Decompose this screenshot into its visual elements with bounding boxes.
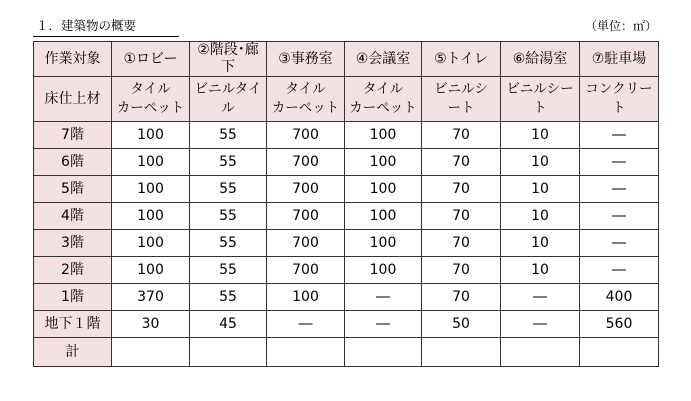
table-row [34,257,659,284]
table-cell: 10 [501,230,580,257]
table-cell: 55 [190,284,267,311]
table-cell: 10 [501,203,580,230]
row-label: 7階 [34,122,112,149]
table-row [34,311,659,338]
table-cell: ― [580,176,659,203]
table-cell: ― [580,122,659,149]
table-cell: 100 [345,149,422,176]
table-cell: ― [345,311,422,338]
corner-material-label: 床仕上材 [34,77,112,122]
table-cell: 10 [501,257,580,284]
table-cell: ― [501,284,580,311]
table-cell: 100 [112,122,190,149]
column-header-6: ⑥給湯室 [501,42,580,77]
table-cell: ― [580,230,659,257]
table-cell: 55 [190,257,267,284]
table-cell: 700 [267,122,345,149]
table-row [34,230,659,257]
table-cell: 700 [267,230,345,257]
table-row [34,338,659,367]
table-cell: 70 [422,230,501,257]
table-cell: 700 [267,203,345,230]
title-underline [33,36,179,37]
table-row [34,203,659,230]
section-title: １．建築物の概要 [36,18,137,33]
table-cell: 70 [422,284,501,311]
table-cell: 100 [112,149,190,176]
table-cell: 560 [580,311,659,338]
table-cell: 370 [112,284,190,311]
table-cell: ― [580,149,659,176]
table-cell: ― [580,203,659,230]
table-cell: 10 [501,176,580,203]
table-cell: 50 [422,311,501,338]
column-header-3: ③事務室 [267,42,345,77]
table-cell: 55 [190,230,267,257]
table-cell: 100 [267,284,345,311]
table-cell [422,338,501,367]
table-cell: 100 [112,203,190,230]
table-cell: 100 [345,257,422,284]
row-label: 2階 [34,257,112,284]
table-cell: 700 [267,149,345,176]
row-label: 4階 [34,203,112,230]
table-cell: 400 [580,284,659,311]
table-cell: ― [267,311,345,338]
table-cell: 70 [422,203,501,230]
table-cell: ― [345,284,422,311]
table-cell: 70 [422,149,501,176]
table-cell: 70 [422,122,501,149]
header-row-targets [34,42,659,77]
row-label: 5階 [34,176,112,203]
table-row [34,176,659,203]
table-cell: 100 [345,122,422,149]
table-cell: 100 [112,176,190,203]
table-row [34,122,659,149]
table-cell [112,338,190,367]
column-material-6: ビニルシー ト [501,77,580,122]
table-cell [267,338,345,367]
unit-label: （単位：㎡） [584,19,657,33]
table-cell: 70 [422,257,501,284]
table-cell: 100 [345,176,422,203]
column-material-1: タイル カーペット [112,77,190,122]
row-label: 6階 [34,149,112,176]
floor-area-table [33,41,659,367]
column-header-4: ④会議室 [345,42,422,77]
table-cell: 100 [112,230,190,257]
section-heading-row [33,18,657,34]
table-cell [345,338,422,367]
table-cell: 10 [501,149,580,176]
table-cell [580,338,659,367]
table-cell: 55 [190,122,267,149]
row-label: 3階 [34,230,112,257]
row-label: 1階 [34,284,112,311]
table-cell: 100 [345,203,422,230]
row-label: 計 [34,338,112,367]
column-material-3: タイル カーペット [267,77,345,122]
table-cell: 70 [422,176,501,203]
table-cell: 700 [267,257,345,284]
table-cell: 55 [190,203,267,230]
table-cell: 55 [190,149,267,176]
header-row-materials [34,77,659,122]
table-cell: 10 [501,122,580,149]
column-material-4: タイル カーペット [345,77,422,122]
table-cell: 55 [190,176,267,203]
column-material-5: ビニルシ ート [422,77,501,122]
table-cell: 100 [345,230,422,257]
table-row [34,149,659,176]
corner-target-label: 作業対象 [34,42,112,77]
table-cell [190,338,267,367]
column-header-1: ①ロビー [112,42,190,77]
table-cell: 700 [267,176,345,203]
table-cell: 100 [112,257,190,284]
column-material-2: ビニルタイ ル [190,77,267,122]
row-label: 地下１階 [34,311,112,338]
table-cell: ― [580,257,659,284]
column-header-5: ⑤トイレ [422,42,501,77]
table-cell [501,338,580,367]
column-header-7: ⑦駐車場 [580,42,659,77]
column-header-2: ②階段･廊 下 [190,42,267,77]
column-material-7: コンクリー ト [580,77,659,122]
table-cell: ― [501,311,580,338]
table-cell: 30 [112,311,190,338]
table-row [34,284,659,311]
table-cell: 45 [190,311,267,338]
